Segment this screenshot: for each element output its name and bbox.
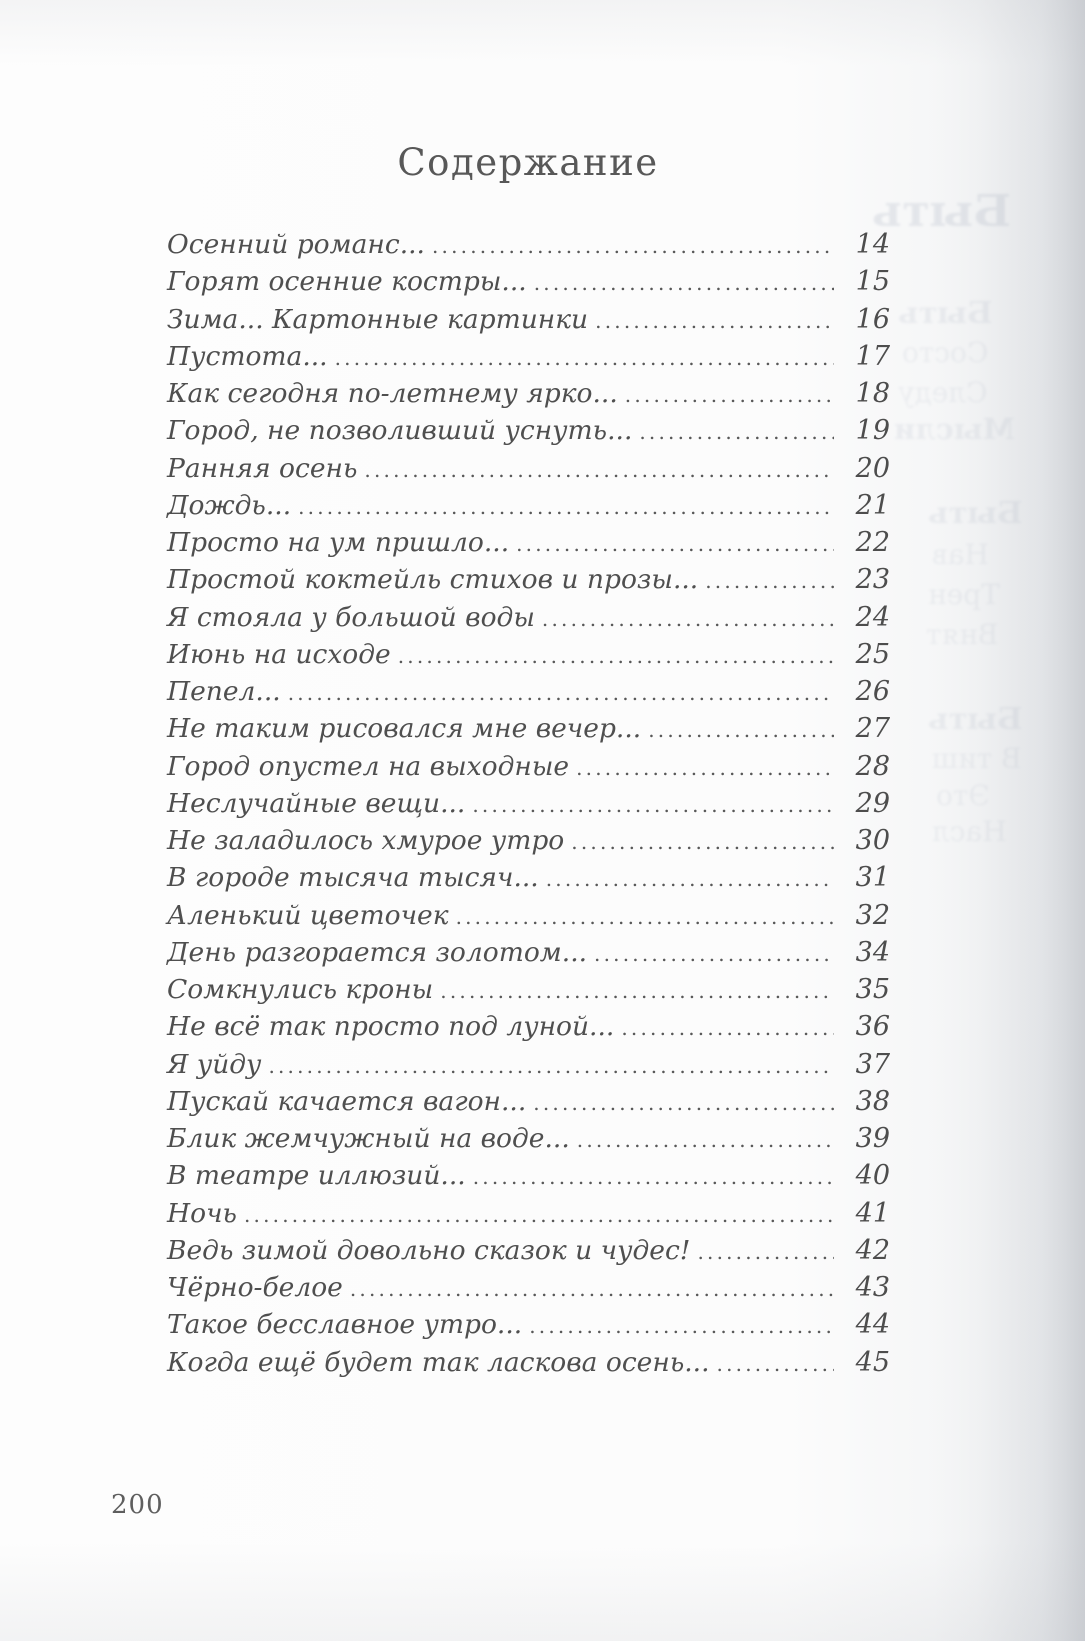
toc-leader-dots — [648, 718, 834, 742]
toc-entry-title: Дождь... — [167, 489, 292, 521]
toc-leader-dots — [705, 569, 834, 593]
toc-entry-title: Такое бесславное утро... — [167, 1309, 523, 1341]
toc-entry-page: 41 — [855, 1197, 890, 1229]
toc-row — [167, 564, 890, 601]
toc-leader-dots — [350, 1277, 834, 1301]
toc-entry-title: Зима... Картонные картинки — [167, 303, 589, 335]
toc-list — [167, 229, 890, 1384]
toc-entry-title: Не заладилось хмурое утро — [167, 825, 565, 856]
toc-row — [167, 602, 890, 639]
toc-row — [167, 1272, 890, 1309]
toc-entry-page: 29 — [855, 787, 890, 819]
toc-entry-page: 40 — [855, 1160, 890, 1192]
toc-entry-title: День разгорается золотом... — [167, 936, 588, 968]
toc-row — [167, 862, 890, 899]
toc-row — [167, 974, 890, 1011]
toc-leader-dots — [534, 271, 834, 295]
toc-entry-page: 14 — [855, 229, 890, 260]
toc-entry-page: 17 — [855, 340, 890, 372]
bleedthrough-text: Быть — [928, 496, 1023, 531]
toc-leader-dots — [398, 644, 834, 668]
toc-entry-title: В театре иллюзий... — [167, 1160, 466, 1192]
toc-entry-page: 24 — [855, 601, 890, 633]
toc-leader-dots — [576, 756, 834, 780]
toc-entry-title: Я стояла у большой воды — [167, 601, 535, 633]
page-number: 200 — [111, 1490, 164, 1520]
toc-entry-page: 23 — [855, 564, 890, 596]
toc-leader-dots — [244, 1203, 834, 1227]
toc-entry-title: Пустота... — [167, 340, 328, 372]
toc-row — [167, 1235, 890, 1272]
toc-leader-dots — [571, 830, 834, 854]
toc-leader-dots — [288, 681, 834, 705]
toc-entry-title: Ведь зимой довольно сказок и чудес! — [167, 1234, 691, 1266]
toc-entry-page: 36 — [855, 1011, 890, 1043]
toc-entry-title: Я уйду — [167, 1048, 262, 1080]
toc-entry-title: Аленький цветочек — [167, 899, 449, 931]
toc-entry-title: Когда ещё будет так ласкова осень... — [167, 1346, 710, 1378]
toc-leader-dots — [529, 1314, 834, 1338]
toc-leader-dots — [440, 979, 834, 1003]
toc-entry-page: 15 — [855, 266, 890, 298]
toc-leader-dots — [697, 1240, 834, 1264]
toc-leader-dots — [621, 1016, 834, 1040]
toc-entry-page: 26 — [855, 676, 890, 707]
toc-leader-dots — [595, 309, 834, 333]
toc-entry-title: Ночь — [167, 1197, 237, 1229]
toc-entry-page: 37 — [855, 1048, 890, 1080]
toc-entry-title: В городе тысяча тысяч... — [167, 862, 539, 894]
toc-leader-dots — [625, 383, 834, 407]
toc-leader-dots — [456, 905, 834, 929]
toc-row — [167, 266, 890, 303]
bleedthrough-text: Состо — [902, 336, 989, 369]
toc-row — [167, 1086, 890, 1123]
toc-entry-title: Просто на ум пришло... — [167, 527, 510, 558]
toc-entry-title: Блик жемчужный на воде... — [167, 1123, 570, 1154]
toc-row — [167, 1309, 890, 1346]
toc-entry-title: Июнь на исходе — [167, 638, 391, 670]
toc-entry-page: 44 — [855, 1309, 890, 1341]
toc-entry-title: Горят осенние костры... — [167, 266, 527, 298]
toc-leader-dots — [594, 942, 834, 966]
toc-entry-title: Город опустел на выходные — [167, 750, 570, 782]
bleedthrough-text: Насл — [932, 815, 1007, 848]
bleedthrough-text: Это — [936, 779, 990, 812]
bleedthrough-text: Следу — [898, 376, 988, 409]
toc-entry-title: Простой коктейль стихов и прозы... — [167, 564, 699, 596]
toc-entry-title: Город, не позволивший уснуть... — [167, 415, 633, 447]
toc-entry-page: 27 — [855, 713, 890, 745]
toc-row — [167, 900, 890, 937]
bleedthrough-text: Мысли — [894, 412, 1015, 446]
toc-leader-dots — [516, 532, 834, 556]
toc-row — [167, 490, 890, 527]
toc-entry-page: 21 — [855, 489, 890, 521]
toc-row — [167, 751, 890, 788]
toc-entry-page: 16 — [855, 303, 890, 335]
toc-entry-title: Пускай качается вагон... — [167, 1085, 527, 1117]
toc-leader-dots — [542, 607, 834, 631]
bleedthrough-text: Быть — [898, 296, 993, 331]
toc-entry-page: 35 — [855, 974, 890, 1005]
toc-entry-title: Не всё так просто под луной... — [167, 1011, 615, 1043]
toc-entry-page: 45 — [855, 1346, 890, 1378]
toc-entry-title: Чёрно-белое — [167, 1272, 343, 1303]
toc-entry-page: 34 — [855, 936, 890, 968]
toc-row — [167, 676, 890, 713]
toc-row — [167, 1011, 890, 1048]
toc-entry-title: Сомкнулись кроны — [167, 974, 434, 1005]
toc-entry-page: 18 — [855, 378, 890, 409]
bleedthrough-text: Быть — [872, 186, 1011, 237]
toc-entry-page: 30 — [855, 825, 890, 856]
toc-row — [167, 415, 890, 452]
toc-entry-title: Не таким рисовался мне вечер... — [167, 713, 642, 745]
toc-entry-page: 42 — [855, 1234, 890, 1266]
toc-leader-dots — [335, 346, 834, 370]
toc-row — [167, 453, 890, 490]
toc-entry-page: 31 — [855, 862, 890, 894]
toc-leader-dots — [546, 867, 834, 891]
toc-entry-page: 22 — [855, 527, 890, 558]
toc-entry-page: 43 — [855, 1272, 890, 1303]
toc-entry-title: Ранняя осень — [167, 452, 358, 484]
toc-leader-dots — [432, 234, 834, 258]
bleedthrough-text: Внят — [926, 618, 999, 651]
toc-row — [167, 639, 890, 676]
toc-entry-title: Неслучайные вещи... — [167, 787, 466, 819]
toc-entry-page: 19 — [855, 415, 890, 447]
toc-entry-page: 39 — [855, 1123, 890, 1154]
toc-entry-page: 25 — [855, 638, 890, 670]
toc-leader-dots — [473, 1165, 834, 1189]
toc-row — [167, 937, 890, 974]
bleedthrough-text: В тиш — [932, 742, 1022, 775]
toc-leader-dots — [717, 1352, 834, 1376]
toc-leader-dots — [577, 1128, 834, 1152]
toc-entry-title: Как сегодня по-летнему ярко... — [167, 378, 618, 409]
toc-row — [167, 229, 890, 266]
toc-entry-page: 20 — [855, 452, 890, 484]
toc-row — [167, 341, 890, 378]
toc-entry-title: Пепел... — [167, 676, 281, 707]
toc-row — [167, 713, 890, 750]
toc-row — [167, 1347, 890, 1384]
toc-row — [167, 1160, 890, 1197]
toc-row — [167, 825, 890, 862]
toc-leader-dots — [639, 420, 834, 444]
toc-row — [167, 1198, 890, 1235]
toc-row — [167, 527, 890, 564]
bleedthrough-text: Быть — [928, 702, 1023, 737]
toc-leader-dots — [298, 495, 834, 519]
toc-row — [167, 1049, 890, 1086]
toc-leader-dots — [364, 458, 834, 482]
toc-entry-title: Осенний романс... — [167, 229, 425, 260]
toc-row — [167, 1123, 890, 1160]
toc-row — [167, 788, 890, 825]
page-title: Содержание — [397, 141, 659, 184]
toc-leader-dots — [268, 1054, 834, 1078]
toc-leader-dots — [472, 793, 834, 817]
toc-leader-dots — [533, 1091, 834, 1115]
toc-entry-page: 38 — [855, 1085, 890, 1117]
toc-entry-page: 32 — [855, 899, 890, 931]
toc-entry-page: 28 — [855, 750, 890, 782]
toc-row — [167, 378, 890, 415]
bleedthrough-text: Трен — [928, 578, 1000, 611]
bleedthrough-text: Нав — [932, 538, 989, 571]
toc-row — [167, 304, 890, 341]
